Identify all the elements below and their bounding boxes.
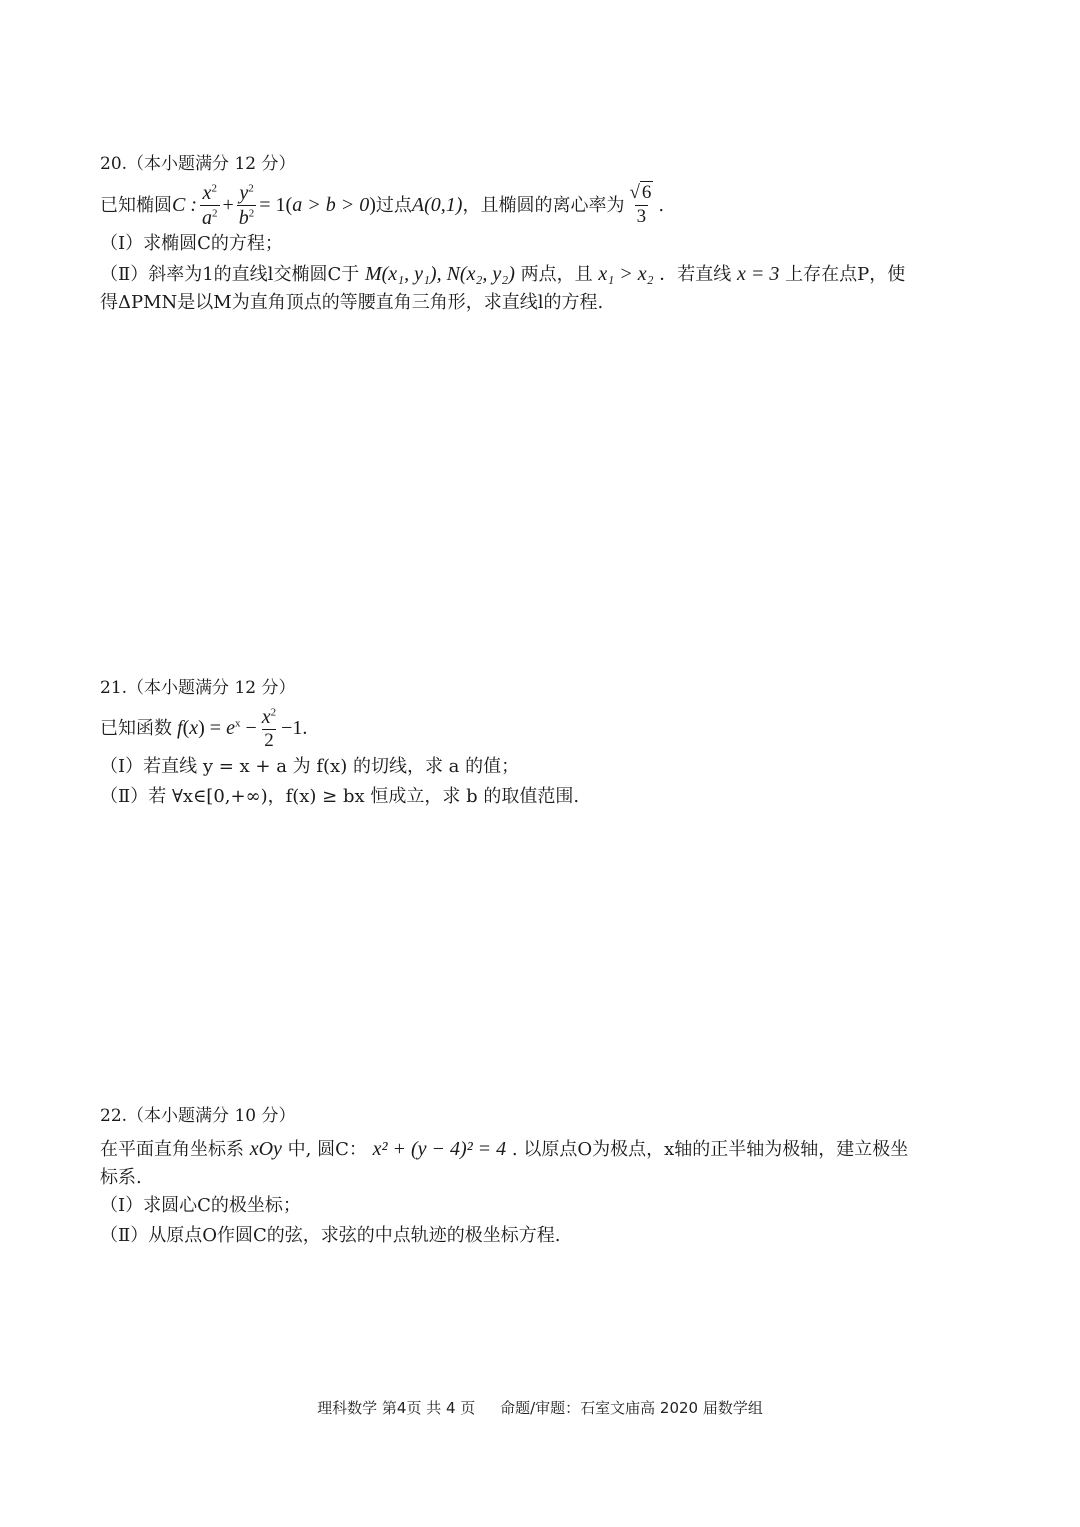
q20-intro-mid: 过点 [375, 194, 412, 216]
function-definition: $f(x) = e^x$ − [172, 717, 257, 740]
question-21-part-1: （Ⅰ）若直线 y = x + a 为 f(x) 的切线，求 a 的值； [100, 755, 520, 777]
ellipse-y-term: $\frac{y^2}{b^2}$ [238, 181, 255, 229]
question-22-statement: 在平面直角坐标系 xOy 中, 圆C： x² + (y − 4)² = 4 . 以原点O为极点，x轴的正半轴为极轴，建立极坐 标系. [100, 1137, 909, 1188]
eccentricity-value: $\frac{√ 6}{3}$ [629, 181, 652, 227]
q21-intro-pre: 已知函数 [100, 717, 172, 739]
question-20-part-1: （Ⅰ）求椭圆C的方程； [100, 233, 283, 254]
question-22-part-2: （Ⅱ）从原点O作圆C的弦，求弦的中点轨迹的极坐标方程. [100, 1225, 561, 1246]
question-21-part-2: （Ⅱ）若 ∀x∈[0,+∞)，f(x) ≥ bx 恒成立，求 b 的取值范围. [100, 785, 580, 807]
point-a: A(0,1) [411, 194, 463, 216]
ellipse-x-term: $\frac{x^2}{a^2}$ [202, 181, 218, 229]
ellipse-condition: = 1(a > b > 0) [259, 194, 376, 216]
q20-intro-post: ，且椭圆的离心率为 [462, 194, 625, 216]
question-21 [100, 676, 980, 811]
question-21-statement: 已知函数 $f(x) = e^x$ − $\frac{x^2}{2}$ −1. [100, 705, 308, 751]
question-20-heading: 20.（本小题满分 12 分） [100, 154, 296, 174]
footer-author: 命题/审题：石室文庙高 2020 届数学组 [500, 1399, 763, 1417]
question-22 [100, 1104, 980, 1251]
question-20-part-2: （Ⅱ）斜率为1的直线l交椭圆C于 M(x₁, y₁), N(x₂, y₂) 两点，且 x₁ > x₂ ．若直线 x = 3 上存在点P，使 得ΔPMN是以M为直角顶点的等腰直角三角形，求直线l的方程. [100, 262, 906, 313]
question-22-heading: 22.（本小题满分 10 分） [100, 1106, 296, 1126]
page-footer [0, 1397, 1080, 1418]
question-20 [100, 152, 980, 316]
q20-intro-pre: 已知椭圆 [100, 194, 172, 216]
question-21-heading: 21.（本小题满分 12 分） [100, 678, 296, 698]
footer-page-info: 理科数学 第4页 共 4 页 [317, 1399, 476, 1417]
question-20-statement: 已知椭圆 C : $\frac{x^2}{a^2}$ + $\frac{y^2}{b^2}$ = 1(a > b > 0) 过点 A(0,1) ，且椭圆的离心率为 $\frac{√ 6}{3}$ . [100, 181, 665, 229]
function-fraction: $\frac{x^2}{2}$ [261, 705, 277, 751]
ellipse-name: C : [172, 194, 197, 216]
question-22-part-1: （Ⅰ）求圆心C的极坐标； [100, 1195, 301, 1216]
